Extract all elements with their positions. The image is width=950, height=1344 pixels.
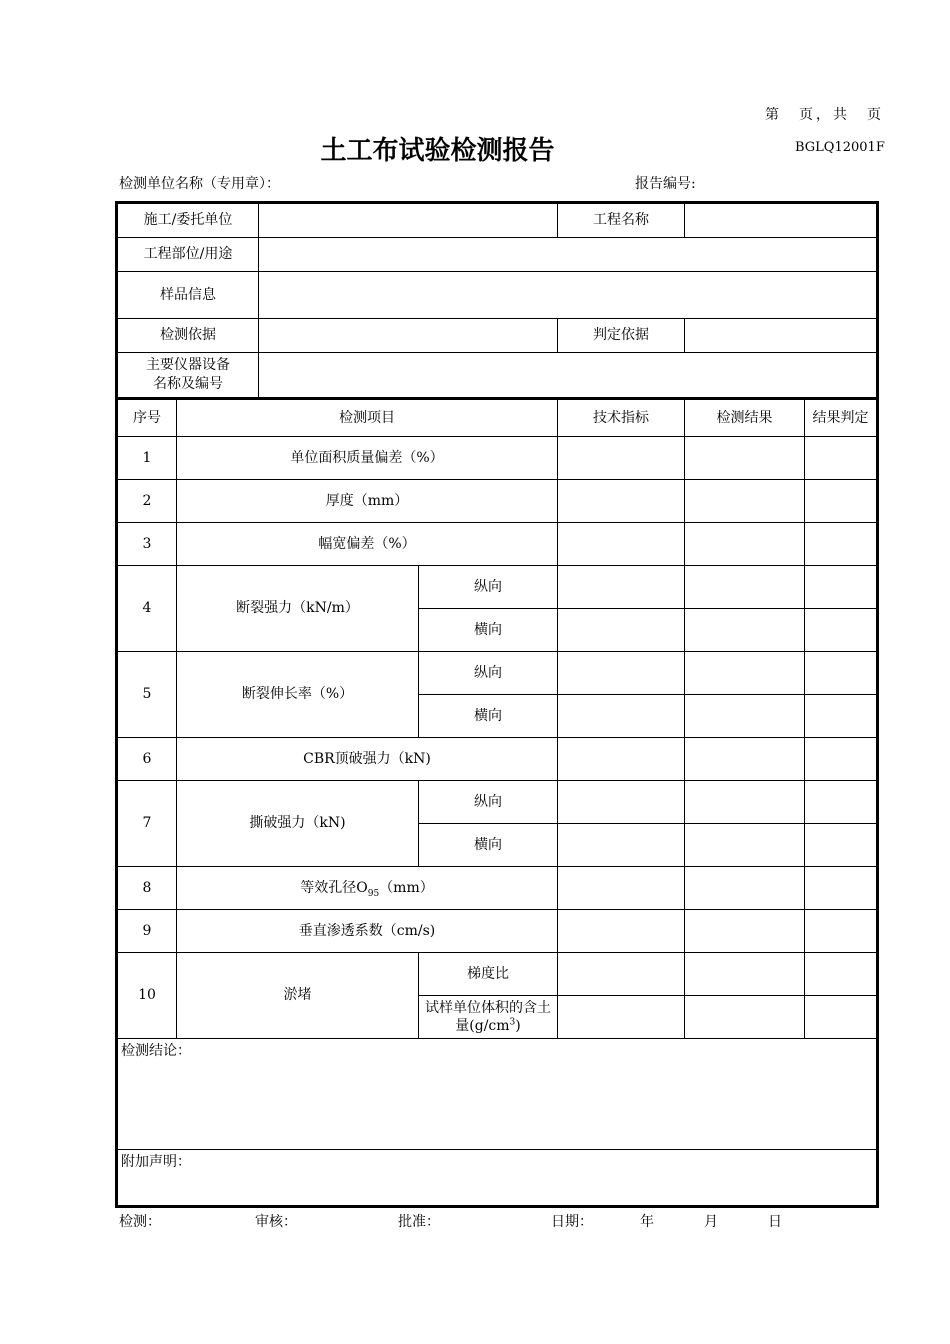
row-10-sub2-sup: 3 <box>509 1017 516 1028</box>
judge-basis-value[interactable] <box>685 319 878 353</box>
row-1-item: 单位面积质量偏差（%） <box>177 437 558 480</box>
row-7a-spec[interactable] <box>558 781 685 824</box>
project-part-label: 工程部位/用途 <box>117 238 259 272</box>
row-4-sub2: 横向 <box>419 609 558 652</box>
approver-label: 批准： <box>398 1214 440 1230</box>
month-label: 月 <box>704 1214 718 1230</box>
row-8-spec[interactable] <box>558 867 685 910</box>
row-8-no: 8 <box>117 867 177 910</box>
statement-section[interactable] <box>117 1150 878 1207</box>
row-7-no: 7 <box>117 781 177 867</box>
row-4b-spec[interactable] <box>558 609 685 652</box>
row-6-spec[interactable] <box>558 738 685 781</box>
row-8-judgement[interactable] <box>805 867 878 910</box>
row-6-no: 6 <box>117 738 177 781</box>
row-3-spec[interactable] <box>558 523 685 566</box>
row-10b-spec[interactable] <box>558 996 685 1039</box>
col-header-item: 检测项目 <box>177 399 558 437</box>
row-5-sub1: 纵向 <box>419 652 558 695</box>
test-basis-value[interactable] <box>259 319 558 353</box>
row-7b-judgement[interactable] <box>805 824 878 867</box>
row-10a-spec[interactable] <box>558 953 685 996</box>
page-info: 第 页，共 页 <box>765 107 884 123</box>
row-8-item-sub: 95 <box>367 888 380 899</box>
equipment-label <box>117 353 259 399</box>
row-7b-spec[interactable] <box>558 824 685 867</box>
row-10a-result[interactable] <box>685 953 805 996</box>
project-name-value[interactable] <box>685 203 878 238</box>
tester-label: 检测： <box>119 1214 161 1230</box>
row-4b-judgement[interactable] <box>805 609 878 652</box>
row-3-result[interactable] <box>685 523 805 566</box>
sample-info-value[interactable] <box>259 272 878 319</box>
project-name-label: 工程名称 <box>558 203 685 238</box>
construction-unit-label: 施工/委托单位 <box>117 203 259 238</box>
row-7a-result[interactable] <box>685 781 805 824</box>
row-5b-result[interactable] <box>685 695 805 738</box>
equipment-label-line1: 主要仪器设备 <box>146 357 230 374</box>
row-2-spec[interactable] <box>558 480 685 523</box>
row-1-result[interactable] <box>685 437 805 480</box>
construction-unit-value[interactable] <box>259 203 558 238</box>
row-9-result[interactable] <box>685 910 805 953</box>
row-10-sub2-post: ) <box>515 1018 521 1034</box>
row-9-item: 垂直渗透系数（cm/s) <box>177 910 558 953</box>
row-6-result[interactable] <box>685 738 805 781</box>
col-header-judgement: 结果判定 <box>805 399 878 437</box>
row-9-no: 9 <box>117 910 177 953</box>
row-7-item: 撕破强力（kN) <box>177 781 419 867</box>
row-4a-result[interactable] <box>685 566 805 609</box>
row-5-item: 断裂伸长率（%） <box>177 652 419 738</box>
unit-label: 检测单位名称（专用章）： <box>119 176 280 192</box>
conclusion-label: 检测结论： <box>121 1043 191 1059</box>
row-2-judgement[interactable] <box>805 480 878 523</box>
row-1-no: 1 <box>117 437 177 480</box>
row-8-item-post: （mm） <box>379 879 434 896</box>
row-5a-spec[interactable] <box>558 652 685 695</box>
row-7-sub2: 横向 <box>419 824 558 867</box>
row-10a-judgement[interactable] <box>805 953 878 996</box>
row-10-sub1: 梯度比 <box>419 953 558 996</box>
row-3-no: 3 <box>117 523 177 566</box>
row-10b-result[interactable] <box>685 996 805 1039</box>
test-basis-label: 检测依据 <box>117 319 259 353</box>
row-4b-result[interactable] <box>685 609 805 652</box>
row-4-no: 4 <box>117 566 177 652</box>
row-5-sub2: 横向 <box>419 695 558 738</box>
equipment-value[interactable] <box>259 353 878 399</box>
row-4a-spec[interactable] <box>558 566 685 609</box>
report-number-label: 报告编号: <box>635 176 696 192</box>
row-2-item: 厚度（mm） <box>177 480 558 523</box>
row-5b-spec[interactable] <box>558 695 685 738</box>
sample-info-label: 样品信息 <box>117 272 259 319</box>
row-4-item: 断裂强力（kN/m） <box>177 566 419 652</box>
row-8-item <box>177 867 558 910</box>
year-label: 年 <box>640 1214 654 1230</box>
col-header-no: 序号 <box>117 399 177 437</box>
row-4-sub1: 纵向 <box>419 566 558 609</box>
reviewer-label: 审核： <box>255 1214 297 1230</box>
col-header-result: 检测结果 <box>685 399 805 437</box>
form-code: BGLQ12001F <box>795 140 885 155</box>
row-5b-judgement[interactable] <box>805 695 878 738</box>
row-8-result[interactable] <box>685 867 805 910</box>
statement-label: 附加声明： <box>121 1154 191 1170</box>
row-10-no: 10 <box>117 953 177 1039</box>
row-2-no: 2 <box>117 480 177 523</box>
row-1-spec[interactable] <box>558 437 685 480</box>
report-table <box>115 201 879 1208</box>
row-7b-result[interactable] <box>685 824 805 867</box>
row-3-item: 幅宽偏差（%） <box>177 523 558 566</box>
row-9-judgement[interactable] <box>805 910 878 953</box>
row-10-sub2-pre: 试样单位体积的含土量(g/cm <box>425 999 551 1034</box>
row-9-spec[interactable] <box>558 910 685 953</box>
row-7-sub1: 纵向 <box>419 781 558 824</box>
conclusion-section[interactable] <box>117 1039 878 1150</box>
row-10-item: 淤堵 <box>177 953 419 1039</box>
row-10-sub2 <box>419 996 558 1039</box>
row-5-no: 5 <box>117 652 177 738</box>
row-10b-judgement[interactable] <box>805 996 878 1039</box>
row-4a-judgement[interactable] <box>805 566 878 609</box>
row-6-item: CBR顶破强力（kN) <box>177 738 558 781</box>
row-5a-result[interactable] <box>685 652 805 695</box>
col-header-spec: 技术指标 <box>558 399 685 437</box>
date-label: 日期： <box>551 1214 593 1230</box>
project-part-value[interactable] <box>259 238 878 272</box>
row-7a-judgement[interactable] <box>805 781 878 824</box>
row-8-item-pre: 等效孔径O <box>300 879 368 896</box>
row-6-judgement[interactable] <box>805 738 878 781</box>
row-5a-judgement[interactable] <box>805 652 878 695</box>
day-label: 日 <box>768 1214 782 1230</box>
row-2-result[interactable] <box>685 480 805 523</box>
row-1-judgement[interactable] <box>805 437 878 480</box>
report-title: 土工布试验检测报告 <box>320 136 555 166</box>
row-3-judgement[interactable] <box>805 523 878 566</box>
judge-basis-label: 判定依据 <box>558 319 685 353</box>
equipment-label-line2: 名称及编号 <box>153 376 223 392</box>
